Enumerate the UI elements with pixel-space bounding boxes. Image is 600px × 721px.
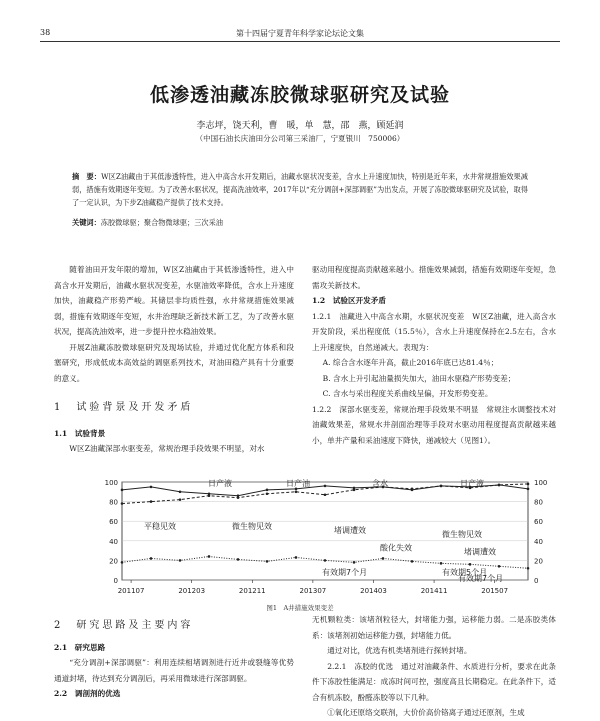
data-point <box>266 489 269 492</box>
right-paragraph-3: 通过对比，优选有机类堵剂进行探转封堵。 <box>327 646 472 655</box>
paper-title: 低渗透油藏冻胶微球驱研究及试验 <box>149 84 450 106</box>
data-point <box>237 558 240 561</box>
x-tick-label: 201211 <box>238 587 266 595</box>
data-point <box>382 557 385 560</box>
x-tick-label: 201203 <box>178 587 206 595</box>
keywords-text: 冻胶微球驱；聚合物微球驱；三次采油 <box>100 218 223 227</box>
section-1-1-heading: 1.1 试验背景 <box>54 428 106 438</box>
right-paragraph-2: 无机颗粒类：该堵剂粒径大，封堵能力强，运移能力弱。二是冻胶类体系：该堵剂初始运移能力强，封堵能力低。 <box>312 615 556 640</box>
y-left-tick-label: 40 <box>109 537 118 546</box>
section-2-1-text: “充分调剖+深部调驱”：利用连续相堵调剂进行近井或裂缝等优势通道封堵，待达到充分调剖后，再采用微球进行深部调驱。 <box>54 658 294 683</box>
y-left-tick-label: 100 <box>104 479 118 487</box>
y-right-tick-label: 100 <box>534 479 548 487</box>
x-tick-label: 201107 <box>117 587 145 595</box>
keywords <box>72 218 528 228</box>
chart-annotation: 含水 <box>372 478 388 488</box>
data-point <box>179 498 182 501</box>
x-tick-label: 201507 <box>481 587 509 595</box>
right-column-bottom <box>312 612 556 721</box>
chart-annotation: 堵调遭效 <box>334 525 366 535</box>
data-point <box>411 560 414 563</box>
data-point <box>121 489 124 492</box>
data-point <box>150 486 153 489</box>
x-tick-label: 201403 <box>360 587 387 595</box>
left-column-top <box>54 262 294 457</box>
abstract-text: W区Z油藏由于其低渗透特性，进入中高含水开发期后，油藏水驱状况变差，含水上升速度加快，特别是近年来，水井常规措施效果减弱，措施有效期逐年变短。为了改善水驱状况，提高洗油效率，2017年以“充分调剖+深部调驱”为出发点，开展了冻胶微球驱研究及试验，取得了一定认识，为下步Z油藏稳产提供了技术支持。 <box>72 172 528 207</box>
data-point <box>353 489 356 492</box>
conference-title: 第十四届宁夏青年科学家论坛论文集 <box>236 29 364 38</box>
data-point <box>266 560 269 563</box>
right-column-top <box>312 262 556 448</box>
data-point <box>295 556 298 559</box>
left-column-bottom <box>54 618 294 702</box>
y-right-tick-label: 0 <box>534 577 539 585</box>
section-1-2-1: 1.2.1 油藏进入中高含水期，水驱状况变差 W区Z油藏，进入高含水开发阶段，采出程度低（15.5％），含水上升速度保持在2.5左右，含水上升速度快，自然递减大。表现为： <box>312 311 556 352</box>
list-item-a: A. 综合含水逐年升高，截止2016年底已达81.4％； <box>322 358 499 367</box>
data-point <box>469 563 472 566</box>
data-point <box>498 565 501 568</box>
data-point <box>527 483 530 486</box>
y-left-tick-label: 20 <box>109 557 118 566</box>
data-point <box>295 488 298 491</box>
authors: 李志坪，饶天利，曹 暖，单 慧，邵 燕，顾延润 <box>196 121 404 131</box>
data-point <box>411 488 414 491</box>
data-point <box>324 485 327 488</box>
data-point <box>324 493 327 496</box>
chart-svg <box>92 478 572 596</box>
y-left-tick-label: 60 <box>109 518 118 527</box>
y-right-tick-label: 20 <box>534 557 543 566</box>
data-point <box>440 485 443 488</box>
data-point <box>150 500 153 503</box>
chart-annotation: 日产油 <box>286 478 310 488</box>
list-item-b: B. 含水上升引起油量损失加大，油田水驱稳产形势变差； <box>322 373 516 383</box>
data-point <box>527 567 530 570</box>
y-left-tick-label: 0 <box>113 577 118 585</box>
chart-annotation: 微生物见效 <box>442 529 482 539</box>
chart-annotation: 平稳见效 <box>144 522 176 532</box>
data-point <box>440 562 443 565</box>
y-right-tick-label: 60 <box>534 518 543 527</box>
data-point <box>498 484 501 487</box>
chart-annotation: 酸化失效 <box>380 543 412 553</box>
section-1-2-heading: 1.2 试验区开发矛盾 <box>312 296 386 305</box>
y-right-tick-label: 80 <box>534 498 543 507</box>
data-point <box>121 561 124 564</box>
chart-annotation: 微生物见效 <box>232 522 272 532</box>
affiliation: （中国石油长庆油田分公司第三采油厂，宁夏银川 750006） <box>195 134 405 143</box>
list-item-1: ①氧化还原络交联剂，大价价高价铬离子通过还原剂，生成 <box>327 708 525 717</box>
abstract <box>72 170 528 209</box>
chart-annotation: 有效期7个月 <box>322 568 368 578</box>
list-item-c: C. 含水与采出程度关系曲线呈偏，开发形势变差。 <box>322 389 493 398</box>
data-point <box>295 491 298 494</box>
section-2-2-1: 2.2.1 冻胶的优选 通过对油藏条件、水质进行分析，要求在此条件下冻胶性能满足：成冻时间可控，强度高且长期稳定。在此条件下，适合有机冻胶，酚醛冻胶等以下几种。 <box>312 661 556 702</box>
data-point <box>353 561 356 564</box>
data-point <box>324 559 327 562</box>
data-point <box>208 494 211 497</box>
x-tick-label: 201307 <box>299 587 327 595</box>
section-2-2-heading: 2.2 调剖剂的优选 <box>54 689 121 698</box>
chart-annotation: 有效期5个月 <box>442 568 488 578</box>
chart-annotation: 堵调遭效 <box>464 547 496 557</box>
section-1-1-text: W区Z油藏深部水驱变差，常规治理手段效果不明显，对水 <box>69 444 265 453</box>
x-tick-label: 201411 <box>420 587 448 595</box>
chart-annotation: 日产液 <box>208 478 232 488</box>
production-chart <box>92 478 572 596</box>
section-1-2-2: 1.2.2 深部水驱变差，常规治理手段效果不明显 常规注水调整技术对油藏效果差，常规水井剖面治理等手段对水驱动用程度提高贡献越来越小，单井产量和采油速度下降快，递减较大（见图1）。 <box>312 404 556 445</box>
chart-annotation: 日产液 <box>460 478 484 488</box>
series-line-2 <box>122 556 528 568</box>
right-paragraph-1: 驱动用程度提高贡献越来越小。措施效果减弱，措施有效期逐年变短，急需攻关新技术。 <box>312 265 556 290</box>
abstract-label: 摘 要： <box>72 172 102 181</box>
section-2-heading: 2 研究思路及主要内容 <box>54 620 194 631</box>
data-point <box>179 491 182 494</box>
chart-annotation: 有效期7个月 <box>458 573 504 583</box>
data-point <box>208 555 211 558</box>
data-point <box>266 492 269 495</box>
data-point <box>179 559 182 562</box>
section-1-heading: 1 试验背景及开发矛盾 <box>54 402 194 413</box>
y-left-tick-label: 80 <box>109 498 118 507</box>
section-2-1-heading: 2.1 研究思路 <box>54 642 106 652</box>
data-point <box>237 496 240 499</box>
data-point <box>150 557 153 560</box>
y-right-tick-label: 40 <box>534 537 543 546</box>
figure-caption: 图1 A井措施效果变差 <box>266 604 334 612</box>
page-header <box>40 28 560 42</box>
data-point <box>527 488 530 491</box>
intro-paragraph-1: 随着油田开发年限的增加，W区Z油藏由于其低渗透特性，进入中高含水开发期后，油藏水驱状况变差，水驱油效率降低，含水上升速度加快，油藏稳产形势严峻。其储层非均质性强，水井常规措施效果减弱，措施有效期逐年变短，水井治理缺乏新技术新工艺，为了改善水驱状况，提高洗油效率，进一步提升控水稳油效果。 <box>54 265 294 336</box>
page-number: 38 <box>40 28 51 37</box>
keywords-label: 关键词： <box>72 218 101 227</box>
data-point <box>121 502 124 505</box>
intro-paragraph-2: 开展Z油藏冻胶微球驱研究及现场试验，并通过优化配方体系和段塞研究，形成低成本高效益的调驱系列技术，对油田稳产具有十分重要的意义。 <box>54 342 294 383</box>
